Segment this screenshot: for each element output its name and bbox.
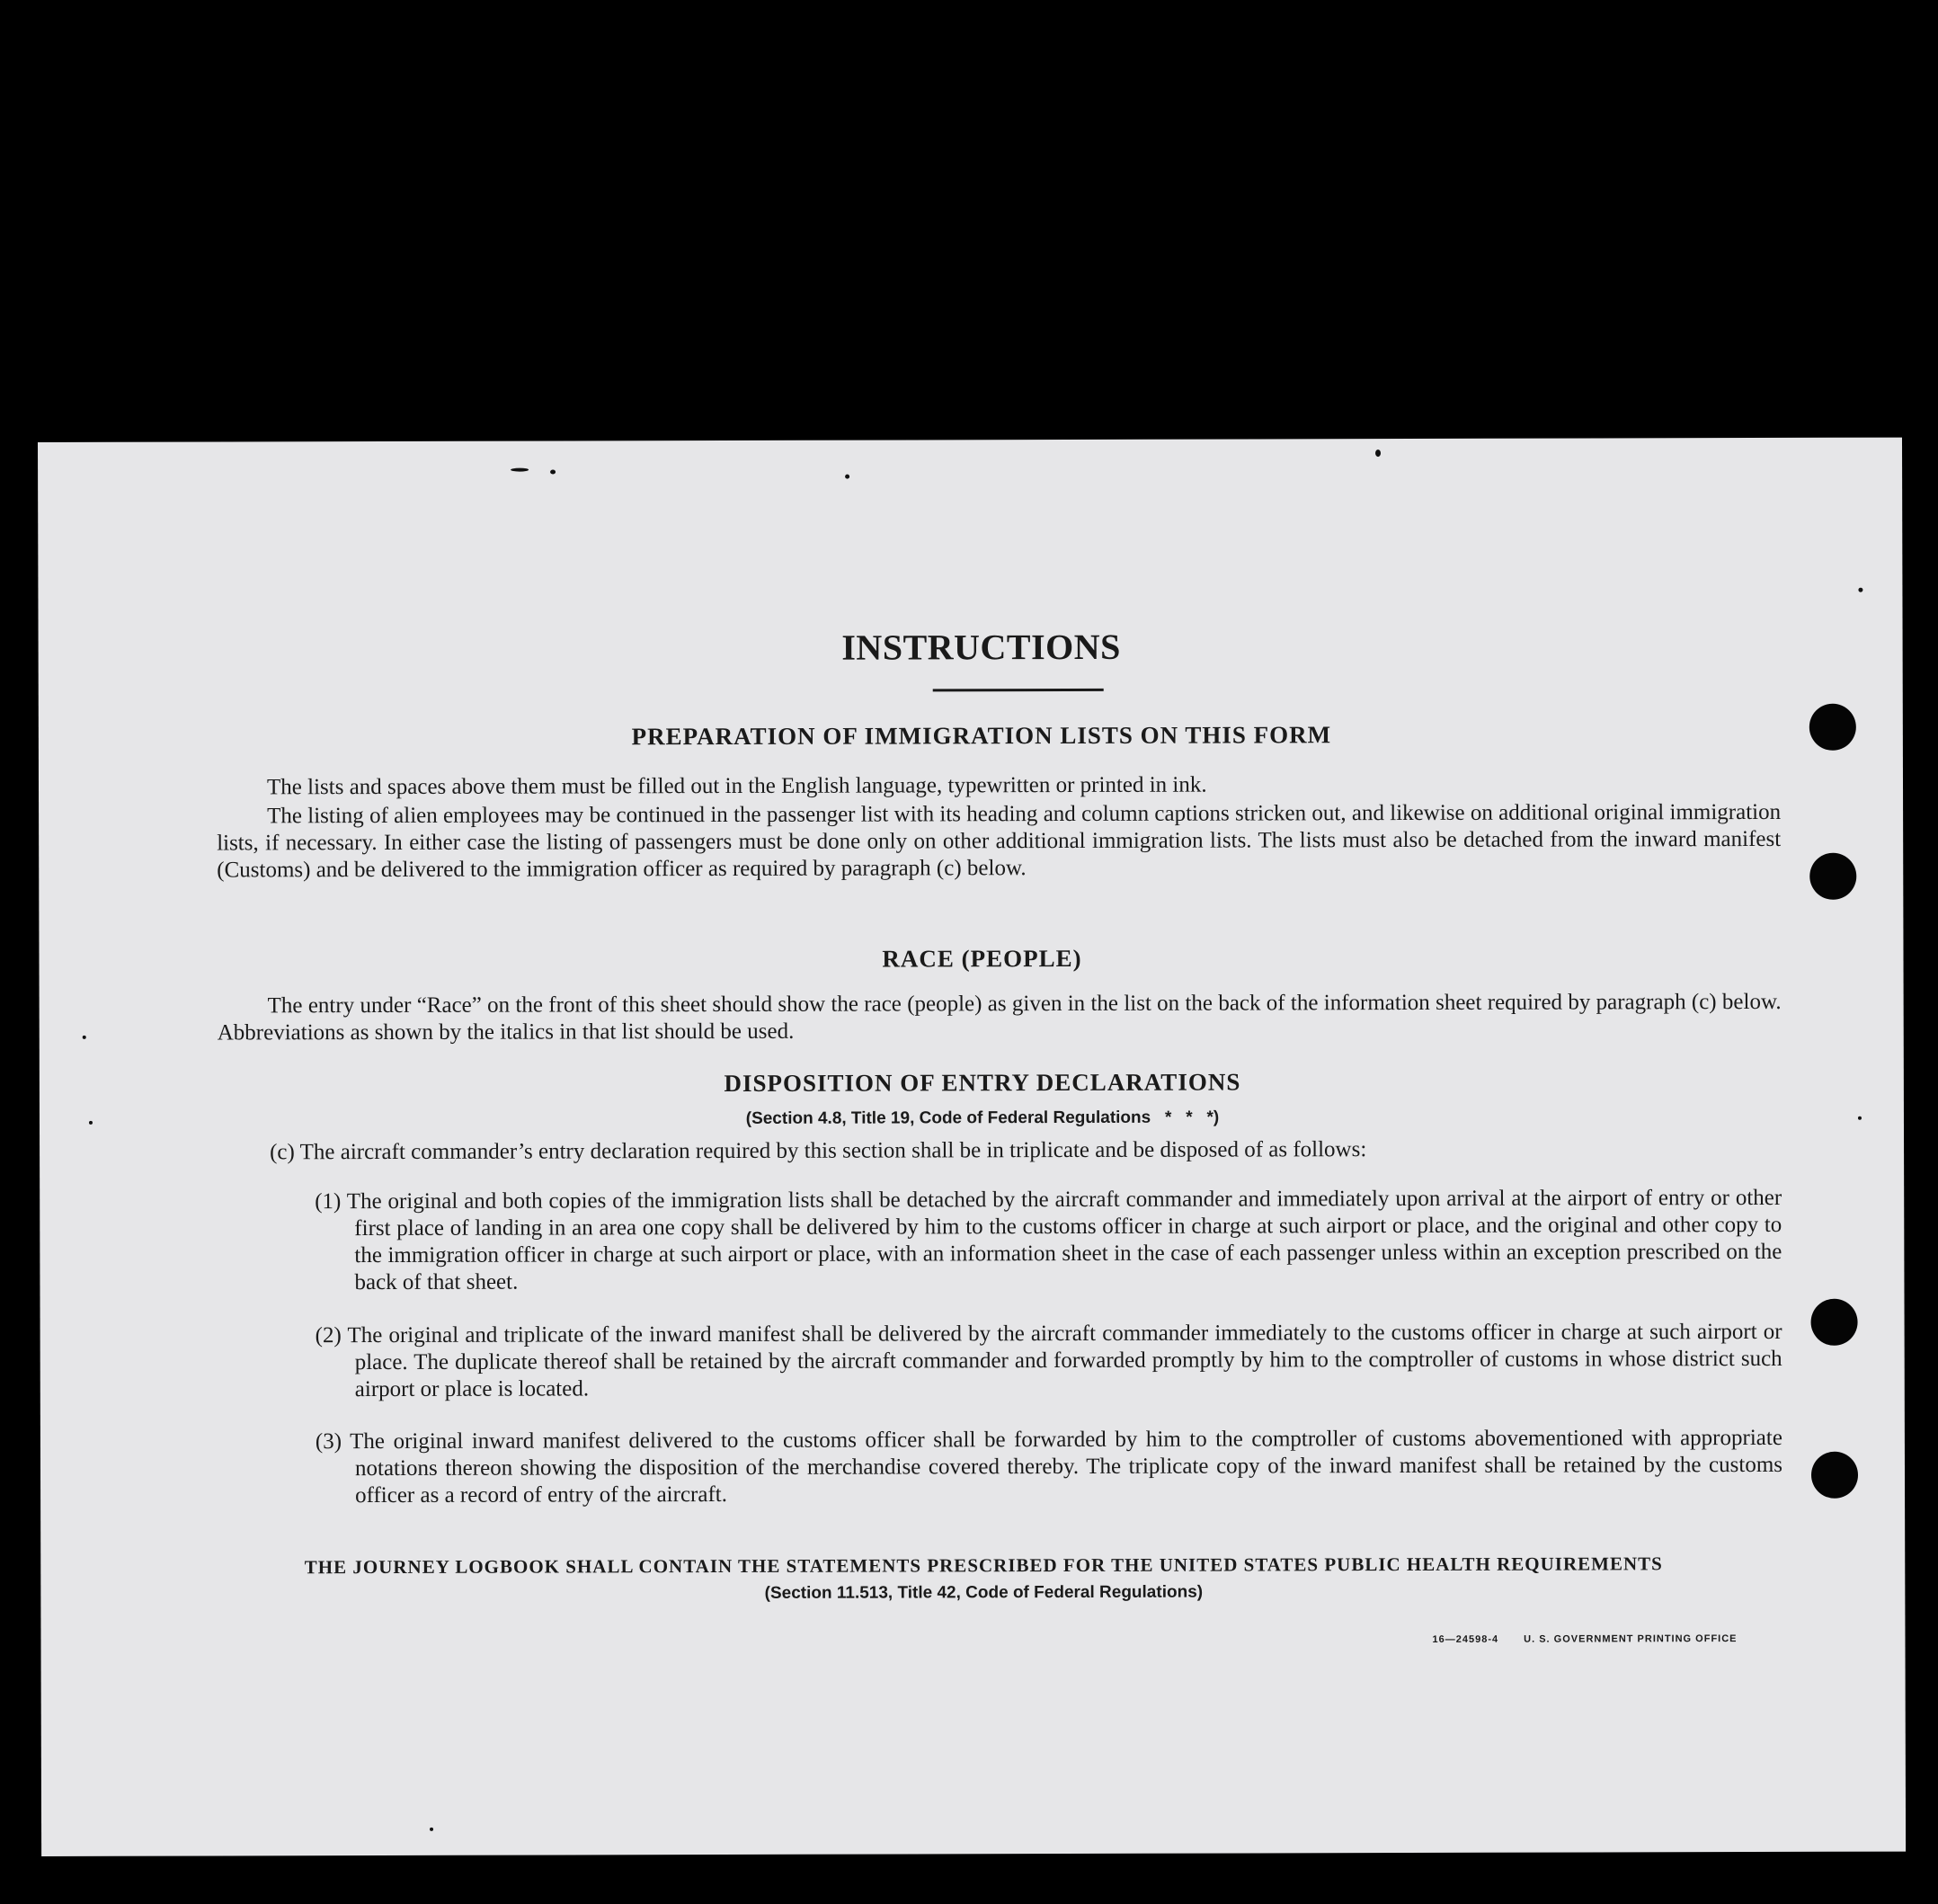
speck <box>550 469 556 474</box>
section-heading-disposition: DISPOSITION OF ENTRY DECLARATIONS <box>724 1068 1241 1098</box>
punch-hole <box>1811 1452 1858 1499</box>
public-health-citation: (Section 11.513, Title 42, Code of Federal Regulations) <box>764 1582 1204 1603</box>
disposition-citation: (Section 4.8, Title 19, Code of Federal Regulations * * *) <box>745 1108 1220 1128</box>
printer-imprint <box>1433 1633 1738 1645</box>
section-heading-preparation: PREPARATION OF IMMIGRATION LISTS ON THIS FORM <box>631 721 1332 751</box>
preparation-paragraph-2: The listing of alien employees may be continued in the passenger list with its heading and column captions stricken out, and likewise on additional original immigration lists, if necessary. In either case the listing of passengers must be done only on other additional immigration lists. The lists must also be detached from the inward manifest (Customs) and be delivered to the immigration officer as required by paragraph (c) below. <box>217 799 1782 883</box>
punch-hole <box>1809 853 1856 900</box>
speck <box>430 1828 433 1831</box>
section-heading-race: RACE (PEOPLE) <box>882 944 1082 973</box>
preparation-paragraph-1: The lists and spaces above them must be filled out in the English language, typewritten or printed in ink. <box>266 772 1207 800</box>
race-paragraph: The entry under “Race” on the front of this sheet should show the race (people) as given in the list on the back of the information sheet required by paragraph (c) below. Abbreviations as shown by the italics in that list should be used. <box>217 989 1782 1045</box>
public-health-statement: THE JOURNEY LOGBOOK SHALL CONTAIN THE STATEMENTS PRESCRIBED FOR THE UNITED STATES PUBLIC HEALTH REQUIREMENTS <box>304 1553 1663 1579</box>
disposition-intro: (c) The aircraft commander’s entry declaration required by this section shall be in triplicate and be disposed of as follows: <box>270 1137 1367 1165</box>
speck <box>1375 449 1381 457</box>
printer-name: U. S. GOVERNMENT PRINTING OFFICE <box>1524 1633 1738 1645</box>
disposition-item-3: (3) The original inward manifest delivered to the customs officer shall be forwarded by him to the comptroller of customs abovementioned with appropriate notations thereon showing the disposition of the merchandise covered thereby. The triplicate copy of the inward manifest shall be retained by the customs officer as a record of entry of the aircraft. <box>315 1425 1783 1508</box>
document-page <box>38 438 1906 1856</box>
speck <box>845 475 849 479</box>
disposition-item-1: (1) The original and both copies of the immigration lists shall be detached by the aircraft commander and immediately upon arrival at the airport of entry or other first place of landing in an area one copy shall be delivered by him to the customs officer in charge at such airport or place, and the original and other copy to the immigration officer in charge at such airport or place, with an information sheet in the case of each passenger unless within an exception prescribed on the back of that sheet. <box>315 1185 1782 1295</box>
punch-hole <box>1811 1299 1858 1346</box>
speck <box>1858 588 1862 592</box>
speck <box>511 468 529 472</box>
page-title: INSTRUCTIONS <box>841 626 1121 668</box>
speck <box>83 1036 86 1039</box>
disposition-item-2: (2) The original and triplicate of the inward manifest shall be delivered by the aircraft commander immediately to the customs officer in charge at such airport or place. The duplicate thereof shall be retained by the aircraft commander and forwarded promptly by him to the comptroller of customs in whose district such airport or place is located. <box>315 1319 1782 1402</box>
form-number: 16—24598-4 <box>1432 1633 1499 1645</box>
title-underline <box>933 689 1104 691</box>
